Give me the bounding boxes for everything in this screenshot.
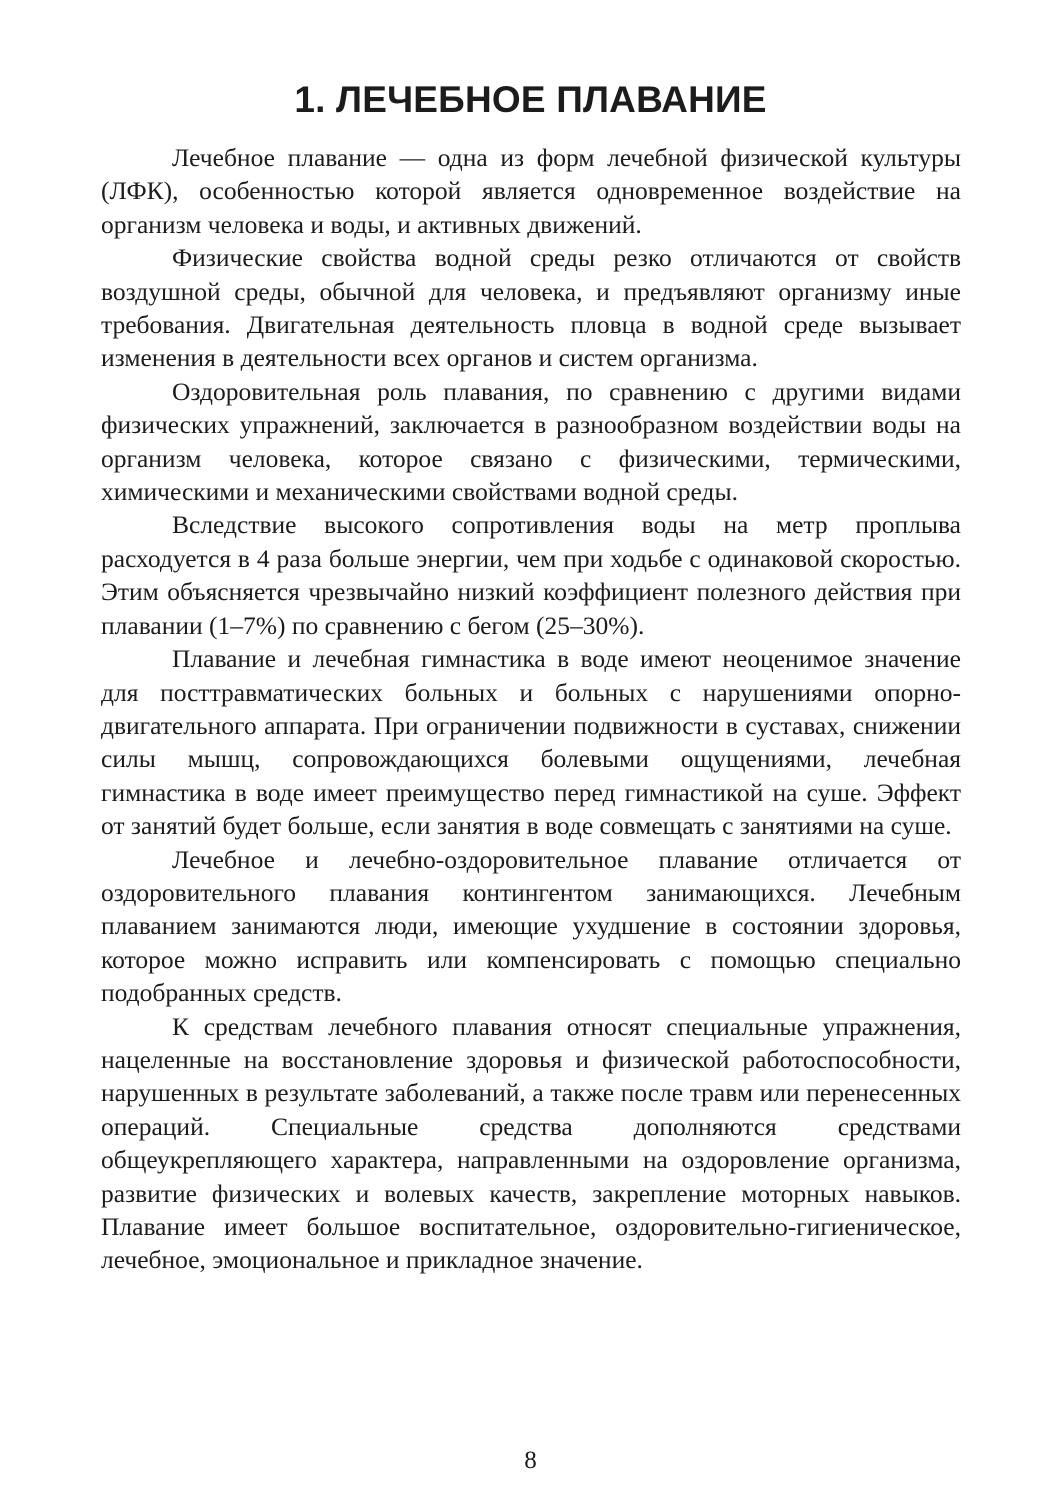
- paragraph: Вследствие высокого сопротивления воды на метр проплыва расходуется в 4 раза больше энергии, чем при ходьбе с одинаковой скоростью. Этим объясняется чрезвычайно низкий коэффициент полезного действия при плавании (1–7%) по сравнению с бегом (25–30%).: [101, 510, 961, 640]
- paragraph: Лечебное плавание — одна из форм лечебной физической культуры (ЛФК), особенностью которой является одновременное воздействие на организм человека и воды, и активных движений.: [101, 143, 961, 239]
- chapter-title: 1. ЛЕЧЕБНОЕ ПЛАВАНИЕ: [294, 79, 767, 120]
- paragraph: К средствам лечебного плавания относят специальные упражнения, нацеленные на восстановление здоровья и физической работоспособности, нарушенных в результате заболеваний, а также после травм или перенесенных операций. Специальные средства дополняются средствами общеукрепляющего характера, направленными на оздоровление организма, развитие физических и волевых качеств, закрепление моторных навыков. Плавание имеет большое воспитательное, оздоровительно-гигиеническое, лечебное, эмоциональное и прикладное значение.: [101, 1011, 961, 1275]
- paragraph: Физические свойства водной среды резко отличаются от свойств воздушной среды, обычной для человека, и предъявляют организму иные требования. Двигательная деятельность пловца в водной среде вызывает изменения в деятельности всех органов и систем организма.: [101, 243, 961, 373]
- paragraph: Оздоровительная роль плавания, по сравнению с другими видами физических упражнений, заключается в разнообразном воздействии воды на организм человека, которое связано с физическими, термическими, химическими и механическими свойствами водной среды.: [101, 376, 961, 507]
- paragraph: Лечебное и лечебно-оздоровительное плавание отличается от оздоровительного плавания контингентом занимающихся. Лечебным плаванием занимаются люди, имеющие ухудшение в состоянии здоровья, которое можно исправить или компенсировать с помощью специально подобранных средств.: [101, 844, 961, 1008]
- body-text: [101, 141, 961, 1277]
- paragraph: Плавание и лечебная гимнастика в воде имеют неоценимое значение для посттравматических больных и больных с нарушениями опорно-двигательного аппарата. При ограничении подвижности в суставах, снижении силы мышц, сопровождающихся болевыми ощущениями, лечебная гимнастика в воде имеет преимущество перед гимнастикой на суше. Эффект от занятий будет больше, если занятия в воде совмещать с занятиями на суше.: [101, 644, 961, 841]
- page-number: 8: [524, 1447, 537, 1474]
